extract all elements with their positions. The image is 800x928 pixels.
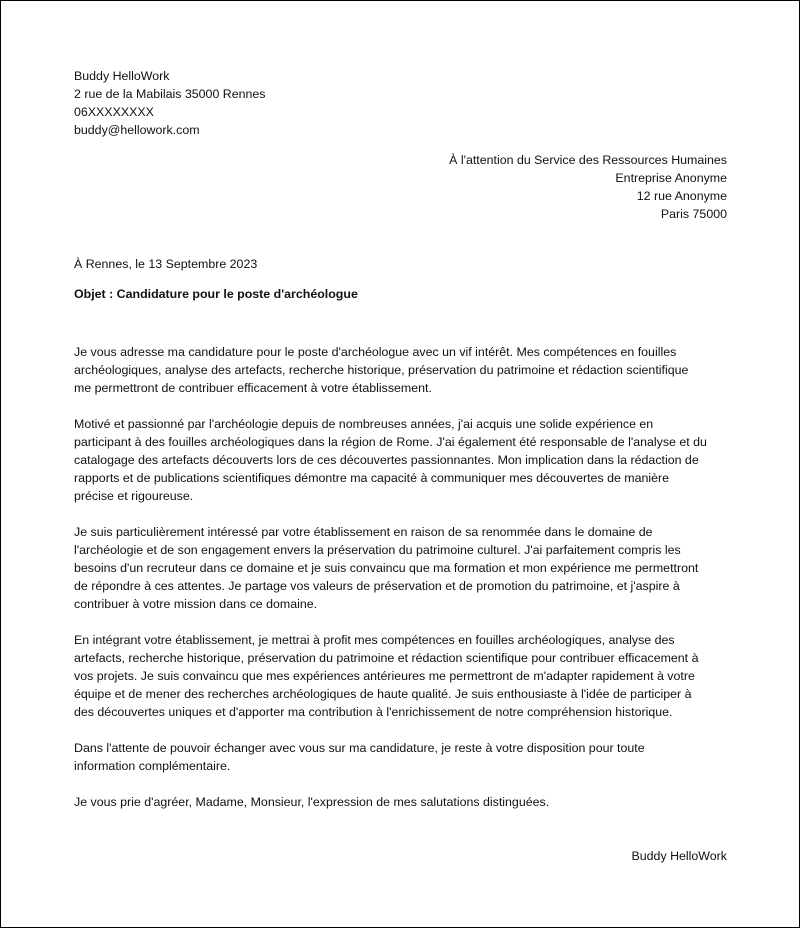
recipient-block (449, 151, 727, 223)
recipient-city: Paris 75000 (660, 207, 727, 221)
body-line: des découvertes uniques et d'apporter ma contribution à l'enrichissement de notre compréhension historique. (74, 705, 673, 719)
body-line: contribuer à votre mission dans ce domaine. (74, 597, 318, 611)
signature: Buddy HelloWork (631, 849, 727, 863)
sender-address: 2 rue de la Mabilais 35000 Rennes (74, 87, 266, 101)
body-line: précise et rigoureuse. (74, 489, 194, 503)
subject-line: Objet : Candidature pour le poste d'archéologue (74, 287, 358, 301)
body-line: Dans l'attente de pouvoir échanger avec vous sur ma candidature, je reste à votre disposition pour toute (74, 741, 645, 755)
body-line: Je suis particulièrement intéressé par votre établissement en raison de sa renommée dans le domaine de (74, 525, 653, 539)
body-line: participant à des fouilles archéologiques dans la région de Rome. J'ai également été responsable de l'analyse et du (74, 435, 707, 449)
sender-phone: 06XXXXXXXX (74, 105, 154, 119)
body-line: vos projets. Je suis convaincu que mes expériences antérieures me permettront de m'adapter rapidement à votre (74, 669, 695, 683)
body-line: En intégrant votre établissement, je mettrai à profit mes compétences en fouilles archéologiques, analyse des (74, 633, 675, 647)
paragraph-intro (74, 343, 730, 397)
recipient-street: 12 rue Anonyme (636, 189, 727, 203)
date-line: À Rennes, le 13 Septembre 2023 (74, 257, 258, 271)
body-line: équipe et de mener des recherches archéologiques de haute qualité. Je suis enthousiaste à l'idée de participer à (74, 687, 692, 701)
paragraph-contribution (74, 631, 730, 721)
body-line: Motivé et passionné par l'archéologie depuis de nombreuses années, j'ai acquis une solide expérience en (74, 417, 654, 431)
body-line: besoins d'un recruteur dans ce domaine et je suis convaincu que ma formation et mon expérience me permettront (74, 561, 699, 575)
body-line: rapports et de publications scientifiques démontre ma capacité à communiquer mes découvertes de manière (74, 471, 670, 485)
body-line: artefacts, recherche historique, préservation du patrimoine et rédaction scientifique pour contribuer efficacement à (74, 651, 699, 665)
sender-email: buddy@hellowork.com (74, 123, 200, 137)
body-line: l'archéologie et de son engagement envers la préservation du patrimoine culturel. J'ai parfaitement compris les (74, 543, 681, 557)
sender-block (74, 67, 266, 139)
sender-name: Buddy HelloWork (74, 69, 170, 83)
body-line: archéologiques, analyse des artefacts, recherche historique, préservation du patrimoine et rédaction scientifique (74, 363, 689, 377)
recipient-attention: À l'attention du Service des Ressources Humaines (449, 153, 727, 167)
body-line: Je vous prie d'agréer, Madame, Monsieur, l'expression de mes salutations distinguées. (74, 795, 550, 809)
body-line: information complémentaire. (74, 759, 231, 773)
paragraph-motivation (74, 523, 730, 613)
recipient-company: Entreprise Anonyme (615, 171, 727, 185)
body-line: catalogage des artefacts découverts lors de ces découvertes passionnantes. Mon implication dans la rédaction de (74, 453, 699, 467)
body-line: me permettront de contribuer efficacement à votre établissement. (74, 381, 432, 395)
paragraph-availability (74, 739, 730, 775)
letter-body (74, 343, 730, 829)
paragraph-closing (74, 793, 730, 811)
body-line: Je vous adresse ma candidature pour le poste d'archéologue avec un vif intérêt. Mes compétences en fouilles (74, 345, 677, 359)
body-line: de répondre à ces attentes. Je partage vos valeurs de préservation et de promotion du patrimoine, et j'aspire à (74, 579, 680, 593)
paragraph-experience (74, 415, 730, 505)
